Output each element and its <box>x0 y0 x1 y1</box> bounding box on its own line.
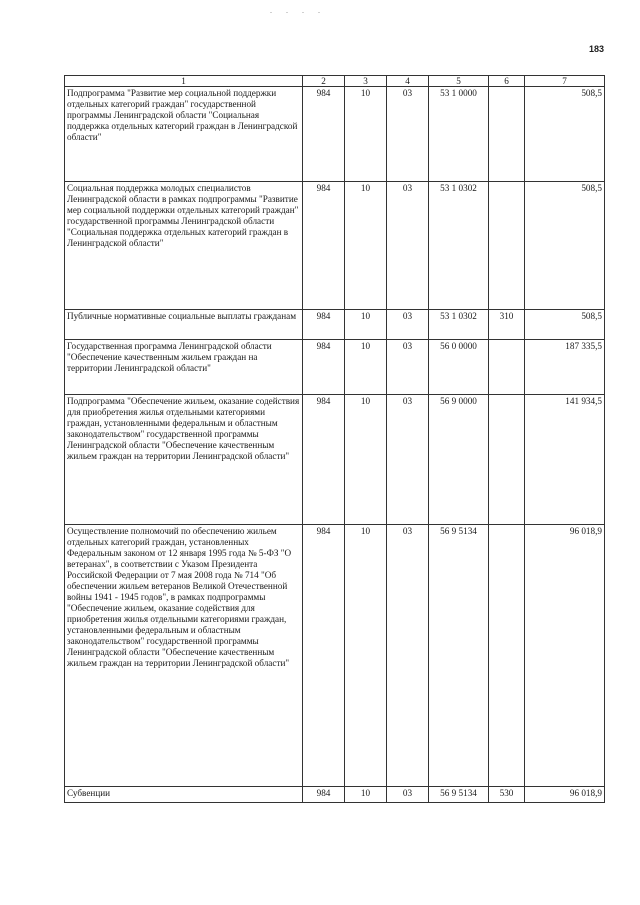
row-amount: 96 018,9 <box>525 787 605 803</box>
row-section: 10 <box>345 182 387 310</box>
row-expense-type <box>489 395 525 525</box>
row-name: Государственная программа Ленинградской области "Обеспечение качественным жильем граждан на территории Ленинградской области" <box>65 340 303 395</box>
table-header-row <box>65 76 605 87</box>
header-col-4: 4 <box>387 76 429 87</box>
budget-table <box>64 75 605 803</box>
row-subsection: 03 <box>387 395 429 525</box>
row-expense-type: 530 <box>489 787 525 803</box>
row-subsection: 03 <box>387 340 429 395</box>
row-amount: 508,5 <box>525 182 605 310</box>
row-expense-type <box>489 182 525 310</box>
row-name: Подпрограмма "Обеспечение жильем, оказание содействия для приобретения жилья отдельными категориями граждан, установленными федеральным и областным законодательством" государственной программы Ленинградской области "Обеспечение качественным жильем граждан на территории Ленинградской области" <box>65 395 303 525</box>
row-amount: 187 335,5 <box>525 340 605 395</box>
table-row <box>65 87 605 182</box>
row-target-article: 53 1 0302 <box>429 310 489 340</box>
header-col-6: 6 <box>489 76 525 87</box>
header-col-7: 7 <box>525 76 605 87</box>
header-col-1: 1 <box>65 76 303 87</box>
table-row <box>65 395 605 525</box>
row-expense-type: 310 <box>489 310 525 340</box>
row-ministry: 984 <box>303 525 345 787</box>
row-subsection: 03 <box>387 787 429 803</box>
row-amount: 96 018,9 <box>525 525 605 787</box>
row-target-article: 53 1 0302 <box>429 182 489 310</box>
row-section: 10 <box>345 395 387 525</box>
row-target-article: 56 9 5134 <box>429 787 489 803</box>
row-ministry: 984 <box>303 395 345 525</box>
row-name: Публичные нормативные социальные выплаты гражданам <box>65 310 303 340</box>
header-col-5: 5 <box>429 76 489 87</box>
row-target-article: 56 0 0000 <box>429 340 489 395</box>
row-ministry: 984 <box>303 182 345 310</box>
row-target-article: 53 1 0000 <box>429 87 489 182</box>
header-col-2: 2 <box>303 76 345 87</box>
header-col-3: 3 <box>345 76 387 87</box>
row-amount: 508,5 <box>525 310 605 340</box>
row-ministry: 984 <box>303 87 345 182</box>
row-ministry: 984 <box>303 310 345 340</box>
page-number: 183 <box>588 44 604 54</box>
row-name: Субвенции <box>65 787 303 803</box>
row-section: 10 <box>345 87 387 182</box>
row-section: 10 <box>345 787 387 803</box>
table-row <box>65 340 605 395</box>
table-row <box>65 787 605 803</box>
table-row <box>65 182 605 310</box>
row-expense-type <box>489 525 525 787</box>
row-target-article: 56 9 5134 <box>429 525 489 787</box>
row-ministry: 984 <box>303 340 345 395</box>
row-name: Осуществление полномочий по обеспечению жильем отдельных категорий граждан, установленных Федеральным законом от 12 января 1995 года № 5-ФЗ "О ветеранах", в соответствии с Указом Президента Российской Федерации от 7 мая 2008 года № 714 "Об обеспечении жильем ветеранов Великой Отечественной войны 1941 - 1945 годов", в рамках подпрограммы "Обеспечение жильем, оказание содействия для приобретения жилья отдельными категориями граждан, установленными федеральным и областным законодательством" государственной программы Ленинградской области "Обеспечение качественным жильем граждан на территории Ленинградской области" <box>65 525 303 787</box>
row-name: Подпрограмма "Развитие мер социальной поддержки отдельных категорий граждан" государственной программы Ленинградской области "Социальная поддержка отдельных категорий граждан в Ленинградской области" <box>65 87 303 182</box>
row-subsection: 03 <box>387 525 429 787</box>
row-section: 10 <box>345 525 387 787</box>
row-subsection: 03 <box>387 182 429 310</box>
row-subsection: 03 <box>387 310 429 340</box>
row-target-article: 56 9 0000 <box>429 395 489 525</box>
row-expense-type <box>489 87 525 182</box>
table-row <box>65 525 605 787</box>
scan-marks: . . . . <box>270 6 326 15</box>
row-amount: 508,5 <box>525 87 605 182</box>
table-row <box>65 310 605 340</box>
row-section: 10 <box>345 310 387 340</box>
row-ministry: 984 <box>303 787 345 803</box>
row-amount: 141 934,5 <box>525 395 605 525</box>
row-subsection: 03 <box>387 87 429 182</box>
row-name: Социальная поддержка молодых специалистов Ленинградской области в рамках подпрограммы "Развитие мер социальной поддержки отдельных категорий граждан" государственной программы Ленинградской области "Социальная поддержка отдельных категорий граждан в Ленинградской области" <box>65 182 303 310</box>
row-expense-type <box>489 340 525 395</box>
row-section: 10 <box>345 340 387 395</box>
